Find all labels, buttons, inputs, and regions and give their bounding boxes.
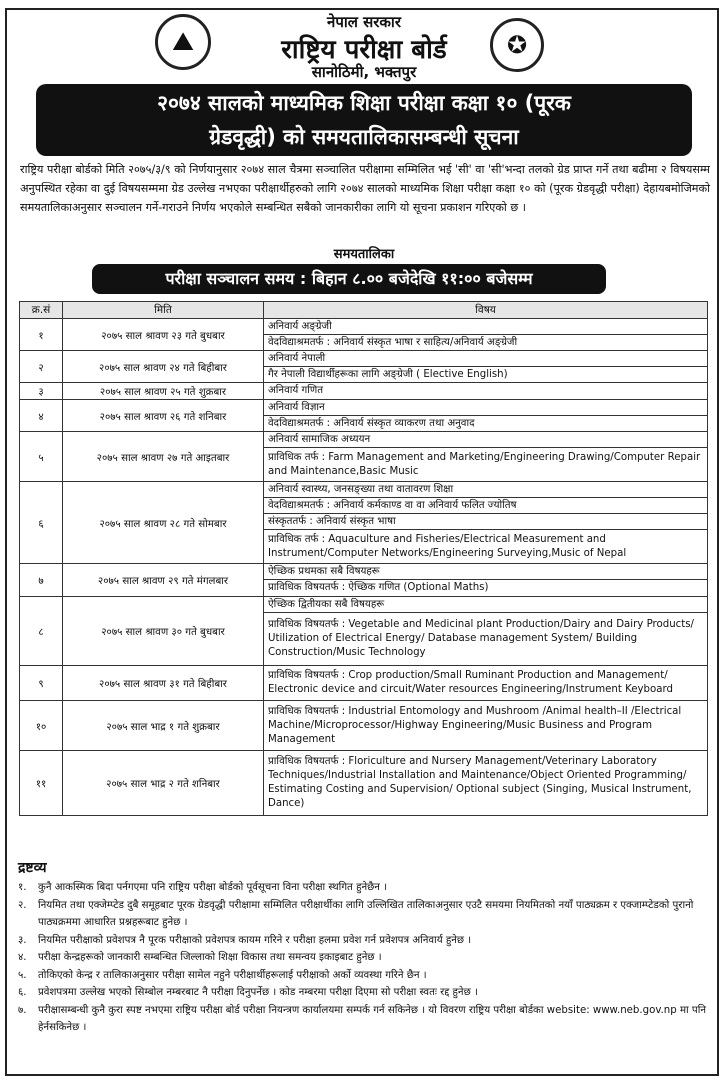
row-subject: अनिवार्य स्वास्थ्य, जनसङ्ख्या तथा वातावरण शिक्षा — [264, 482, 708, 498]
row-date: २०७५ साल भाद्र १ गते शुक्रबार — [63, 701, 264, 751]
row-date: २०७५ साल श्रावण २८ गते सोमबार — [63, 482, 264, 564]
schedule-title: समयतालिका — [333, 247, 395, 262]
row-serial-number: १० — [20, 701, 63, 751]
note-item — [18, 1002, 710, 1037]
row-subject: वेदविद्याश्रमतर्फ : अनिवार्य संस्कृत व्याकरण तथा अनुवाद — [264, 416, 708, 432]
row-serial-number: ९ — [20, 666, 63, 701]
table-row — [20, 383, 708, 400]
note-number: २. — [18, 899, 27, 911]
row-serial-number: ८ — [20, 597, 63, 666]
note-text: प्रवेशपत्रमा उल्लेख भएको सिम्बोल नम्बरबाट नै परीक्षा दिनुपर्नेछ । कोड नम्बरमा परीक्षा दिएमा सो परीक्षा स्वतः रद्द हुनेछ । — [38, 987, 478, 998]
note-text: नियमित परीक्षाको प्रवेशपत्र नै पूरक परीक्षाको प्रवेशपत्र कायम गरिने र परीक्षा हलमा प्रवेश गर्न प्रवेशपत्र अनिवार्य हुनेछ । — [38, 934, 472, 946]
table-row — [20, 564, 708, 580]
row-date: २०७५ साल श्रावण २४ गते बिहीबार — [63, 351, 264, 383]
note-text: नियमित तथा एक्जेम्प्टेड दुबै समूहबाट पूरक ग्रेडवृद्धी परीक्षामा सम्मिलित परीक्षार्थीका लागि उल्लिखित तालिकाअनुसार एउटै समयमा नियमितको नयाँ पाठ्यक्रम र एक्जाम्प्टेडको पुरानो पाठ्यक्रममा आधारित प्रश्नहरूबाट हुनेछ । — [38, 899, 694, 928]
header-date: मिति — [63, 302, 264, 319]
note-number: ५. — [18, 969, 27, 981]
table-row — [20, 351, 708, 367]
note-number: १. — [18, 882, 27, 893]
row-subject: प्राविधिक विषयतर्फ : Industrial Entomology and Mushroom /Animal health–II /Electrical Machine/Microprocessor/Highway Engineering/Music Business and Program Management — [264, 701, 708, 751]
row-subject: अनिवार्य विज्ञान — [264, 400, 708, 416]
header-subject: विषय — [264, 302, 708, 319]
note-number: ७. — [18, 1004, 27, 1016]
row-subject: अनिवार्य सामाजिक अध्ययन — [264, 432, 708, 448]
row-subject: ऐच्छिक प्रथमका सबै विषयहरू — [264, 564, 708, 580]
organization-name: राष्ट्रिय परीक्षा बोर्ड — [281, 35, 447, 65]
schedule-table — [19, 301, 708, 816]
table-row — [20, 319, 708, 335]
row-subject: प्राविधिक तर्फ : Farm Management and Marketing/Engineering Drawing/Computer Repair and Maintenance,Basic Music — [264, 448, 708, 482]
note-text: परीक्षा केन्द्रहरूको जानकारी सम्बन्धित जिल्लाको शिक्षा विकास तथा समन्वय इकाइबाट हुनेछ । — [38, 952, 382, 963]
row-subject: ऐच्छिक द्वितीयका सबै विषयहरू — [264, 597, 708, 613]
row-date: २०७५ साल श्रावण २५ गते शुक्रबार — [63, 383, 264, 400]
table-row — [20, 400, 708, 416]
row-subject: अनिवार्य नेपाली — [264, 351, 708, 367]
note-text: परीक्षासम्बन्धी कुनै कुरा स्पष्ट नभएमा राष्ट्रिय परीक्षा बोर्ड परीक्षा नियन्त्रण कार्यालयमा सम्पर्क गर्न सकिनेछ । यो विवरण राष्ट्रिय परीक्षा बोर्डका website: www.neb.gov.np मा पनि हेर्नसकिनेछ । — [38, 1004, 707, 1033]
row-subject: अनिवार्य गणित — [264, 383, 708, 400]
table-row — [20, 597, 708, 613]
header — [0, 0, 728, 80]
banner-line-1: २०७४ सालको माध्यमिक शिक्षा परीक्षा कक्षा १० (पूरक — [157, 91, 571, 115]
note-item — [18, 897, 710, 932]
table-row — [20, 666, 708, 701]
note-item — [18, 932, 710, 950]
row-date: २०७५ साल श्रावण २६ गते शनिबार — [63, 400, 264, 432]
organization-location: सानोठिमी, भक्तपुर — [311, 63, 417, 81]
row-subject: प्राविधिक विषयतर्फ : ऐच्छिक गणित (Optional Maths) — [264, 580, 708, 597]
row-serial-number: २ — [20, 351, 63, 383]
row-date: २०७५ साल श्रावण ३१ गते बिहीबार — [63, 666, 264, 701]
table-row — [20, 701, 708, 751]
government-name: नेपाल सरकार — [327, 13, 401, 31]
row-serial-number: ५ — [20, 432, 63, 482]
nepal-emblem-icon: ⛰ — [155, 14, 211, 70]
row-serial-number: ६ — [20, 482, 63, 564]
notes-section — [18, 858, 710, 1037]
row-serial-number: ७ — [20, 564, 63, 597]
row-subject: गैर नेपाली विद्यार्थीहरूका लागि अङ्ग्रेजी ( Elective English) — [264, 367, 708, 383]
intro-paragraph: राष्ट्रिय परीक्षा बोर्डको मिति २०७५/३/९ को निर्णयानुसार २०७४ साल चैत्रमा सञ्चालित परीक्षामा सम्मिलित भई 'सी' वा 'सी'भन्दा तलको ग्रेड प्राप्त गर्ने तथा बढीमा २ विषयसम्म अनुपस्थित रहेका वा दुई विषयसम्ममा ग्रेड उल्लेख नभएका परीक्षार्थीहरुको लागि २०७४ सालको माध्यमिक शिक्षा परीक्षा कक्षा १० को (पूरक ग्रेडवृद्धी परीक्षा) देहायबमोजिमको समयतालिकाअनुसार सञ्चालन गर्ने-गराउने निर्णय भएकोले सम्बन्धित सबैको जानकारीका लागि यो सूचना प्रकाशन गरिएको छ । — [20, 163, 710, 214]
row-serial-number: ११ — [20, 751, 63, 816]
note-number: ४. — [18, 952, 27, 963]
exam-time-banner: परीक्षा सञ्चालन समय : बिहान ८.०० बजेदेखि ११:०० बजेसम्म — [92, 264, 606, 294]
notice-title-banner — [36, 84, 692, 156]
row-date: २०७५ साल श्रावण २३ गते बुधबार — [63, 319, 264, 351]
row-serial-number: १ — [20, 319, 63, 351]
row-subject: संस्कृततर्फ : अनिवार्य संस्कृत भाषा — [264, 514, 708, 530]
header-sn: क्र.सं — [20, 302, 63, 319]
row-date: २०७५ साल भाद्र २ गते शनिबार — [63, 751, 264, 816]
row-serial-number: ४ — [20, 400, 63, 432]
row-date: २०७५ साल श्रावण २७ गते आइतबार — [63, 432, 264, 482]
row-subject: प्राविधिक विषयतर्फ : Floriculture and Nursery Management/Veterinary Laboratory Techniques/Industrial Installation and Maintenance/Object Oriented Programming/ Estimating Costing and Supervision/ Optional subject (Singing, Musical Instrument, Dance) — [264, 751, 708, 816]
row-date: २०७५ साल श्रावण ३० गते बुधबार — [63, 597, 264, 666]
note-item — [18, 879, 710, 897]
banner-line-2: ग्रेडवृद्धी) को समयतालिकासम्बन्धी सूचना — [209, 125, 519, 149]
row-subject: वेदविद्याश्रमतर्फ : अनिवार्य कर्मकाण्ड वा वा अनिवार्य फलित ज्योतिष — [264, 498, 708, 514]
row-subject: अनिवार्य अङ्ग्रेजी — [264, 319, 708, 335]
note-item — [18, 949, 710, 967]
row-subject: प्राविधिक विषयतर्फ : Crop production/Small Ruminant Production and Management/ Electronic device and circuit/Water resources Engineering/Instrument Keyboard — [264, 666, 708, 701]
table-row — [20, 751, 708, 816]
table-header-row — [20, 302, 708, 319]
note-item — [18, 984, 710, 1002]
row-serial-number: ३ — [20, 383, 63, 400]
note-item — [18, 967, 710, 985]
note-number: ६. — [18, 987, 27, 998]
row-date: २०७५ साल श्रावण २९ गते मंगलबार — [63, 564, 264, 597]
row-subject: प्राविधिक विषयतर्फ : Vegetable and Medicinal plant Production/Dairy and Dairy Products/ Utilization of Electrical Energy/ Database management System/ Building Construction/Music Technology — [264, 613, 708, 666]
table-row — [20, 482, 708, 498]
neb-seal-icon: ✪ — [490, 18, 544, 72]
notes-title: द्रष्टव्य — [18, 860, 47, 876]
table-row — [20, 432, 708, 448]
note-text: तोकिएको केन्द्र र तालिकाअनुसार परीक्षा सामेल नहुने परीक्षार्थीहरूलाई परीक्षाको अर्को व्यवस्था गरिने छैन । — [38, 969, 427, 981]
note-text: कुनै आकस्मिक बिदा पर्नगएमा पनि राष्ट्रिय परीक्षा बोर्डको पूर्वसूचना विना परीक्षा स्थगित हुनेछैन । — [38, 882, 388, 893]
row-subject: प्राविधिक तर्फ : Aquaculture and Fisheries/Electrical Measurement and Instrument/Computer Networks/Engineering Surveying,Music of Nepal — [264, 530, 708, 564]
row-subject: वेदविद्याश्रमतर्फ : अनिवार्य संस्कृत भाषा र साहित्य/अनिवार्य अङ्ग्रेजी — [264, 335, 708, 351]
note-number: ३. — [18, 934, 27, 946]
